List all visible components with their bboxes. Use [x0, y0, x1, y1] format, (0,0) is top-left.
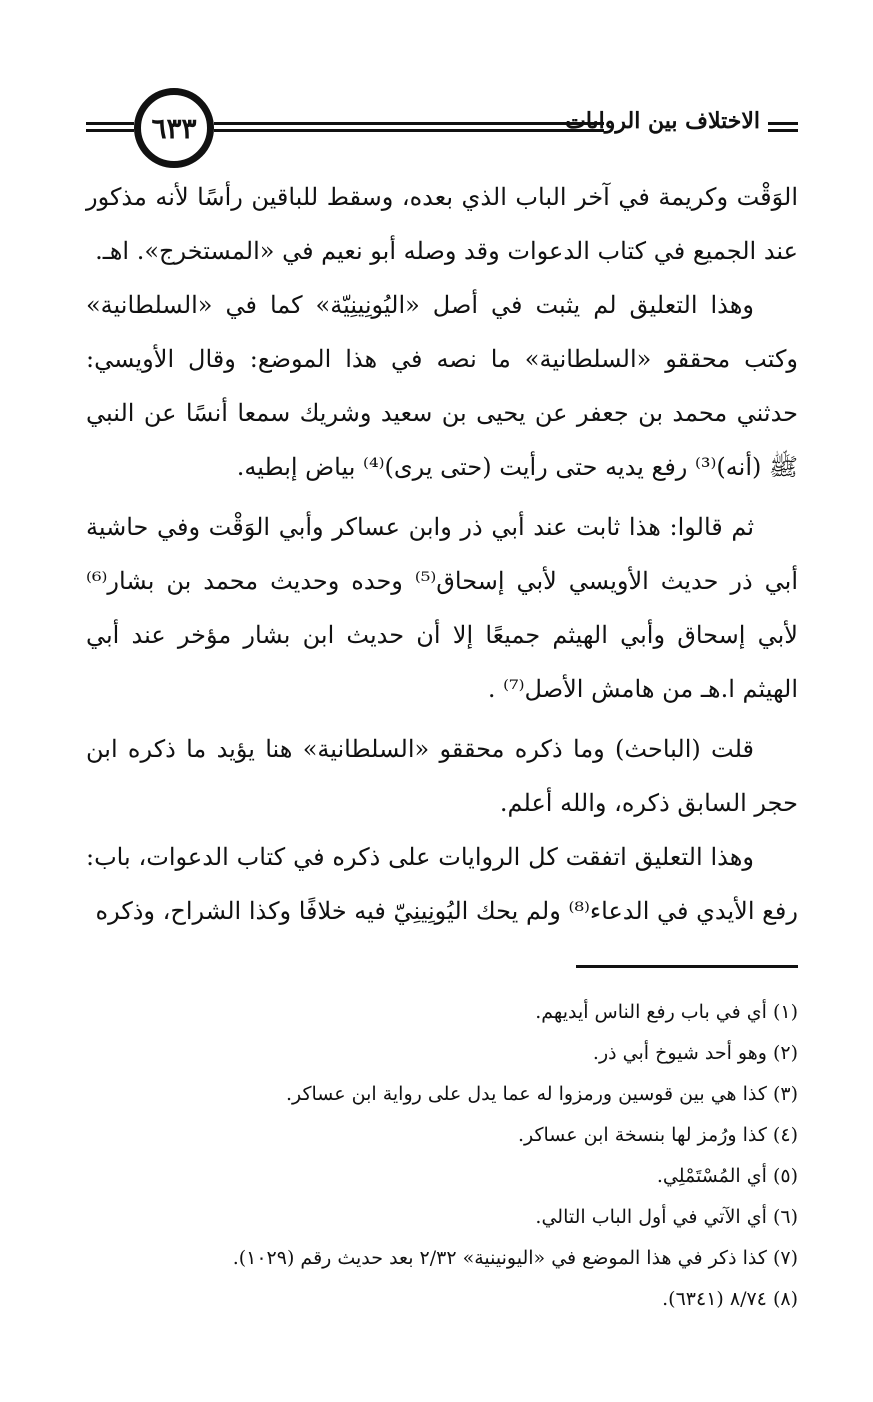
footnote-6: (٦) أي الآتي في أول الباب التالي.: [535, 1206, 798, 1228]
footnote-1: (١) أي في باب رفع الناس أيديهم.: [535, 1001, 798, 1023]
header-rule-left: [86, 122, 134, 132]
header-rule-right: [768, 122, 798, 132]
paragraph-3: ثم قالوا: هذا ثابت عند أبي ذر وابن عساكر وأبي الوَقْت وفي حاشية أبي ذر حديث الأويسي لأبي إسحاق⁽⁵⁾ وحده وحديث محمد بن بشار⁽⁶⁾ لأبي إسحاق وأبي الهيثم جميعًا إلا أن حديث ابن بشار مؤخر عند أبي الهيثم ا.هـ من هامش الأصل⁽⁷⁾ .: [86, 513, 799, 703]
footnote-8: (٨) ٨/٧٤ (٦٣٤١).: [662, 1288, 798, 1310]
main-text: [86, 170, 798, 938]
footnote-3: (٣) كذا هي بين قوسين ورمزوا له عما يدل على رواية ابن عساكر.: [285, 1083, 798, 1105]
footnote-separator: [576, 965, 798, 968]
footnote-7: (٧) كذا ذكر في هذا الموضع في «اليونينية» ٢/٣٢ بعد حديث رقم (١٠٢٩).: [232, 1247, 798, 1269]
footnote-2: (٢) وهو أحد شيوخ أبي ذر.: [592, 1042, 798, 1064]
footnote-4: (٤) كذا ورُمز لها بنسخة ابن عساكر.: [517, 1124, 798, 1146]
page-number: ٦٣٣: [151, 111, 197, 145]
page-number-badge: [134, 88, 214, 168]
paragraph-4: قلت (الباحث) وما ذكره محققو «السلطانية» هنا يؤيد ما ذكره ابن حجر السابق ذكره، والله أعلم.: [86, 735, 798, 817]
paragraph-1: الوَقْت وكريمة في آخر الباب الذي بعده، وسقط للباقين رأسًا لأنه مذكور عند الجميع في كتاب الدعوات وقد وصله أبو نعيم في «المستخرج». اهـ.: [86, 183, 798, 265]
paragraph-2: وهذا التعليق لم يثبت في أصل «اليُونِينِيّة» كما في «السلطانية» وكتب محققو «السلطانية» ما نصه في هذا الموضع: وقال الأويسي: حدثني محمد بن جعفر عن يحيى بن سعيد وشريك سمعا أنسًا عن النبي ﷺ (أنه)⁽³⁾ رفع يديه حتى رأيت (حتى يرى)⁽⁴⁾ بياض إبطيه.: [86, 291, 798, 481]
paragraph-5: وهذا التعليق اتفقت كل الروايات على ذكره في كتاب الدعوات، باب: رفع الأيدي في الدعاء⁽⁸⁾ ولم يحك اليُونِينِيّ فيه خلافًا وكذا الشراح، وذكره: [86, 843, 798, 925]
page-header: [86, 88, 798, 174]
footnotes: [86, 992, 798, 1320]
header-rule-middle: [214, 122, 604, 132]
running-title: الاختلاف بين الروايات: [565, 108, 760, 134]
footnote-5: (٥) أي المُسْتَمْلِي.: [656, 1165, 798, 1187]
